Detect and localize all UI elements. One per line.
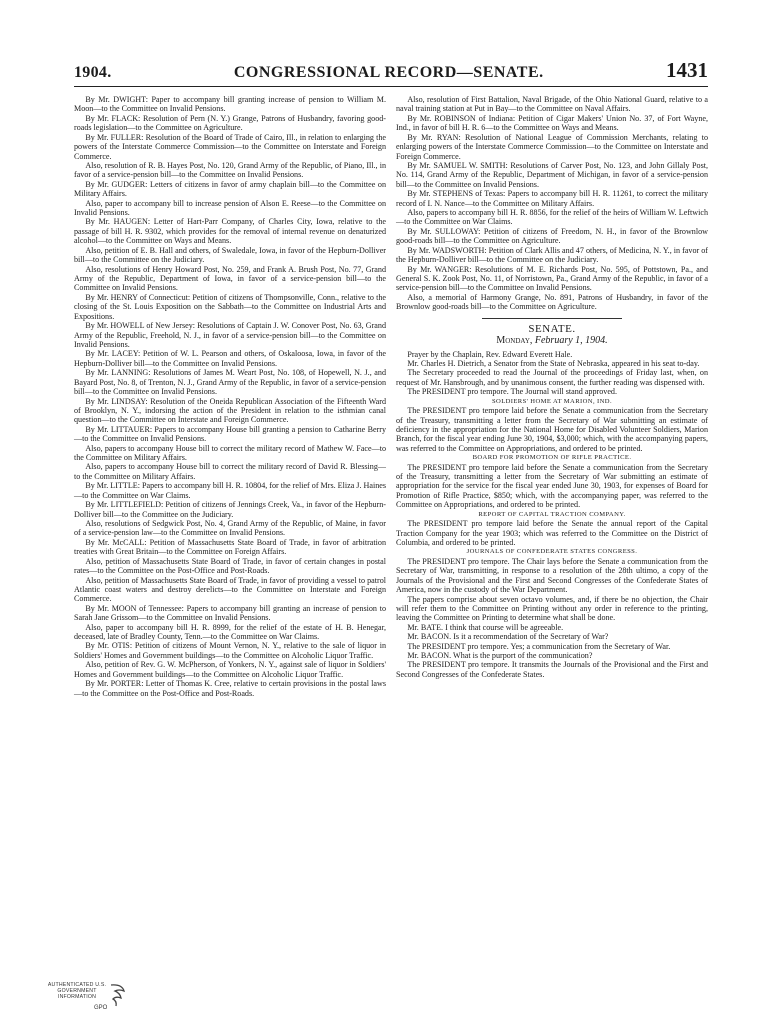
header-page-number: 1431 (665, 58, 708, 82)
proceedings-paragraph: The PRESIDENT pro tempore laid before the Senate the annual report of the Capital Traction Company for the year 1903; which was referred to the Committee on the District of Columbia, and ordered to be printed. (396, 519, 708, 547)
proceedings-paragraph: Mr. BACON. Is it a recommendation of the Secretary of War? (407, 632, 609, 642)
right-column (396, 95, 708, 679)
record-entry: By Mr. HENRY of Connecticut: Petition of citizens of Thompsonville, Conn., relative to the closing of the St. Louis Exposition on the Sabbath—to the Committee on Industrial Arts and Expositions. (74, 292, 386, 321)
section-divider (482, 318, 622, 319)
gpo-label: GPO (94, 1005, 108, 1011)
header-year: 1904. (74, 64, 112, 81)
senate-date-text: February 1, 1904. (534, 335, 608, 347)
proceedings-paragraph: The PRESIDENT pro tempore. The Chair lays before the Senate a communication from the Secretary of War, transmitting, in response to a resolution of the 28th ultimo, a copy of the Journals of the Provisional and the First and Second Congresses of the Confederate States of America, now in the custody of the War Department. (396, 556, 708, 595)
record-entry: By Mr. PORTER: Letter of Thomas K. Cree, relative to certain provisions in the postal laws—to the Committee on the Post-Office and Post-Roads. (74, 679, 386, 698)
header-rule (74, 86, 708, 87)
record-entry: By Mr. ROBINSON of Indiana: Petition of Cigar Makers' Union No. 37, of Fort Wayne, Ind., in favor of bill H. R. 6—to the Committee on Ways and Means. (396, 113, 708, 133)
section-heading: REPORT OF CAPITAL TRACTION COMPANY. (478, 510, 626, 518)
proceedings-paragraph: The PRESIDENT pro tempore laid before the Senate a communication from the Secretary of the Treasury, transmitting a letter from the Secretary of War submitting an estimate of appropriation for the service for the fiscal year ended June 30, 1903, for expenses of Board for Promotion of Rifle Practice, $850; which, with the accompanying paper, was referred to the Committee on Appropriations, and ordered to be printed. (396, 462, 708, 510)
proceedings-paragraph: The PRESIDENT pro tempore. It transmits the Journals of the Provisional and the First and Second Congresses of the Confederate States. (396, 660, 708, 679)
record-entry: Also, papers to accompany House bill to correct the military record of David R. Blessing—to the Committee on Military Affairs. (74, 462, 386, 481)
proceedings-paragraph: Prayer by the Chaplain, Rev. Edward Everett Hale. (407, 349, 573, 359)
record-entry: By Mr. DWIGHT: Paper to accompany bill granting increase of pension to William M. Moon—to the Committee on Invalid Pensions. (74, 95, 386, 114)
record-entry: Also, a memorial of Harmony Grange, No. 891, Patrons of Husbandry, in favor of the Brownlow good-roads bill—to the Committee on Agriculture. (396, 292, 708, 312)
record-entry: By Mr. LITTAUER: Papers to accompany House bill granting a pension to Catharine Berry—to the Committee on Invalid Pensions. (74, 424, 386, 444)
record-entry: By Mr. LITTLE: Papers to accompany bill H. R. 10804, for the relief of Mrs. Eliza J. Haines—to the Committee on War Claims. (74, 481, 386, 500)
senate-sections (396, 397, 708, 680)
record-entry: By Mr. LINDSAY: Resolution of the Oneida Republican Association of the Fifteenth Ward of Brooklyn, N. Y., indorsing the action of the President in relation to the isthmian canal question—to the Committee on Interstate and Foreign Commerce. (74, 396, 386, 425)
record-entry: By Mr. SULLOWAY: Petition of citizens of Freedom, N. H., in favor of the Brownlow good-roads bill—to the Committee on Agriculture. (396, 226, 708, 246)
record-entry: By Mr. SAMUEL W. SMITH: Resolutions of Carver Post, No. 123, and John Gillaly Post, No. 114, Grand Army of the Republic, Department of Michigan, in favor of a service-pension bill—to the Committee on Invalid Pensions. (396, 160, 708, 189)
record-entry: Also, petition of E. B. Hall and others, of Swaledale, Iowa, in favor of the Hepburn-Dolliver bill—to the Committee on the Judiciary. (74, 245, 386, 265)
record-entry: By Mr. GUDGER: Letters of citizens in favor of army chaplain bill—to the Committee on Military Affairs. (74, 179, 386, 199)
proceedings-paragraph: Mr. BACON. What is the purport of the communication? (407, 651, 593, 661)
record-entry: By Mr. WADSWORTH: Petition of Clark Allis and 47 others, of Medicina, N. Y., in favor of the Hepburn-Dolliver bill—to the Committee on the Judiciary. (396, 245, 708, 265)
record-entry: Also, petition of Rev. G. W. McPherson, of Yonkers, N. Y., against sale of liquor in Soldiers' Homes and Government buildings—to the Committee on Alcoholic Liquor Traffic. (74, 660, 386, 679)
page-header (74, 58, 708, 84)
record-entry: By Mr. MOON of Tennessee: Papers to accompany bill granting an increase of pension to Sarah Jane Grissom—to the Committee on Invalid Pensions. (74, 603, 386, 623)
record-entry: By Mr. HAUGEN: Letter of Hart-Parr Company, of Charles City, Iowa, relative to the passage of bill H. R. 9302, which provides for the removal of internal revenue on denaturized alcohol—to the Committee on Ways and Means. (74, 217, 386, 246)
record-entry: Also, resolutions of Sedgwick Post, No. 4, Grand Army of the Republic, of Maine, in favor of a service-pension law—to the Committee on Invalid Pensions. (74, 518, 386, 538)
record-entry: By Mr. LANNING: Resolutions of James M. Weart Post, No. 108, of Hopewell, N. J., and Bayard Post, No. 8, of Trenton, N. J., Grand Army of the Republic, in favor of a service-pension bill—to the Committee on Invalid Pensions. (74, 368, 386, 397)
record-entry: By Mr. McCALL: Petition of Massachusetts State Board of Trade, in favor of arbitration treaties with Great Britain—to the Committee on Foreign Affairs. (74, 537, 386, 557)
eagle-icon (108, 982, 128, 1008)
proceedings-paragraph: The papers comprise about seven octavo volumes, and, if there be no objection, the Chair will refer them to the Committee on Printing without any order in reference to the printing, leaving the Committee on Printing to determine what shall be done. (396, 594, 708, 623)
proceedings-paragraph: Mr. BATE. I think that course will be agreeable. (407, 622, 564, 632)
record-entry: By Mr. LITTLEFIELD: Petition of citizens of Jennings Creek, Va., in favor of the Hepburn-Dolliver bill—to the Committee on the Judiciary. (74, 500, 386, 519)
record-entry: Also, paper to accompany bill H. R. 8999, for the relief of the estate of H. B. Henegar, deceased, late of Bradley County, Tenn.—to the Committee on War Claims. (74, 622, 386, 642)
record-entry: By Mr. STEPHENS of Texas: Papers to accompany bill H. R. 11261, to correct the military record of I. N. Nance—to the Committee on Military Affairs. (396, 189, 708, 208)
record-entry: Also, resolutions of Henry Howard Post, No. 259, and Frank A. Brush Post, No. 77, Grand Army of the Republic, Department of Iowa, in favor of a service-pension bill—to the Committee on Invalid Pensions. (74, 264, 386, 293)
gpo-authentication-badge (46, 982, 136, 1014)
senate-day: Monday, (496, 335, 533, 347)
record-entry: Also, petition of Massachusetts State Board of Trade, in favor of providing a vessel to patrol Atlantic coast waters and destroy derelicts—to the Committee on Interstate and Foreign Commerce. (74, 575, 386, 604)
record-entry: By Mr. LACEY: Petition of W. L. Pearson and others, of Oskaloosa, Iowa, in favor of the Hepburn-Dolliver bill—to the Committee on Invalid Pensions. (74, 349, 386, 368)
record-entry: By Mr. FLACK: Resolution of Pern (N. Y.) Grange, Patrons of Husbandry, favoring good-roads legislation—to the Committee on Agriculture. (74, 113, 386, 133)
right-column-house-entries (396, 95, 708, 312)
proceedings-paragraph: Mr. Charles H. Dietrich, a Senator from the State of Nebraska, appeared in his seat to-day. (407, 358, 700, 368)
proceedings-paragraph: The Secretary proceeded to read the Journal of the proceedings of Friday last, when, on request of Mr. Hansbrough, and by unanimous consent, the further reading was dispensed with. (396, 368, 708, 387)
record-entry: Also, petition of Massachusetts State Board of Trade, in favor of certain changes in postal rates—to the Committee on the Post-Office and Post-Roads. (74, 556, 386, 576)
record-entry: Also, papers to accompany House bill to correct the military record of Mathew W. Face—to the Committee on Military Affairs. (74, 443, 386, 463)
record-entry: Also, resolution of First Battalion, Naval Brigade, of the Ohio National Guard, relative to a naval training station at Put in Bay—to the Committee on Naval Affairs. (396, 95, 708, 114)
senate-date (396, 336, 708, 345)
record-entry: Also, resolution of R. B. Hayes Post, No. 120, Grand Army of the Republic, of Piano, Ill., in favor of a service-pension bill—to the Committee on Invalid Pensions. (74, 160, 386, 180)
section-heading: BOARD FOR PROMOTION OF RIFLE PRACTICE. (472, 454, 632, 462)
proceedings-paragraph: The PRESIDENT pro tempore. The Journal will stand approved. (407, 387, 617, 397)
record-entry: Also, papers to accompany bill H. R. 8856, for the relief of the heirs of William W. Leftwich—to the Committee on War Claims. (396, 208, 708, 227)
section-heading: SOLDIERS' HOME AT MARION, IND. (491, 397, 613, 405)
record-entry: By Mr. FULLER: Resolution of the Board of Trade of Cairo, Ill., in relation to enlarging the powers of the Interstate Commerce Commission—to the Committee on Interstate and Foreign Commerce. (74, 132, 386, 161)
record-entry: Also, paper to accompany bill to increase pension of Alson E. Reese—to the Committee on Invalid Pensions. (74, 198, 386, 218)
proceedings-paragraph: The PRESIDENT pro tempore laid before the Senate a communication from the Secretary of the Treasury, transmitting a letter from the Secretary of War submitting an estimate of deficiency in the appropriation for the National Home for Disabled Volunteer Soldiers, Marion Branch, for the fiscal year ending June 30, 1904, $3,000; which, with the accompanying papers, was referred to the Committee on Appropriations, and ordered to be printed. (396, 406, 708, 453)
record-entry: By Mr. HOWELL of New Jersey: Resolutions of Captain J. W. Conover Post, No. 63, Grand Army of the Republic, Freehold, N. J., in favor of a service-pension bill—to the Committee on Invalid Pensions. (74, 321, 386, 349)
senate-opening (396, 350, 708, 397)
section-heading: JOURNALS OF CONFEDERATE STATES CONGRESS. (466, 548, 638, 556)
senate-heading: SENATE. (528, 322, 576, 335)
record-entry: By Mr. WANGER: Resolutions of M. E. Richards Post, No. 595, of Pottstown, Pa., and General S. K. Zook Post, No. 11, of Norristown, Pa., Grand Army of the Republic, in favor of a service-pension bill—to the Committee on Invalid Pensions. (396, 264, 708, 293)
record-entry: By Mr. RYAN: Resolution of National League of Commission Merchants, relating to enlarging powers of the Interstate Commerce Commission—to the Committee on Interstate and Foreign Commerce. (396, 132, 708, 161)
header-title: CONGRESSIONAL RECORD—SENATE. (233, 64, 544, 81)
proceedings-paragraph: The PRESIDENT pro tempore. Yes; a communication from the Secretary of War. (407, 641, 671, 651)
left-column (74, 95, 386, 698)
gpo-badge-text: AUTHENTICATED U.S. GOVERNMENT INFORMATION (47, 982, 107, 1000)
record-entry: By Mr. OTIS: Petition of citizens of Mount Vernon, N. Y., relative to the sale of liquor in Soldiers' Homes and Government buildings—to the Committee on Alcoholic Liquor Traffic. (74, 641, 386, 660)
